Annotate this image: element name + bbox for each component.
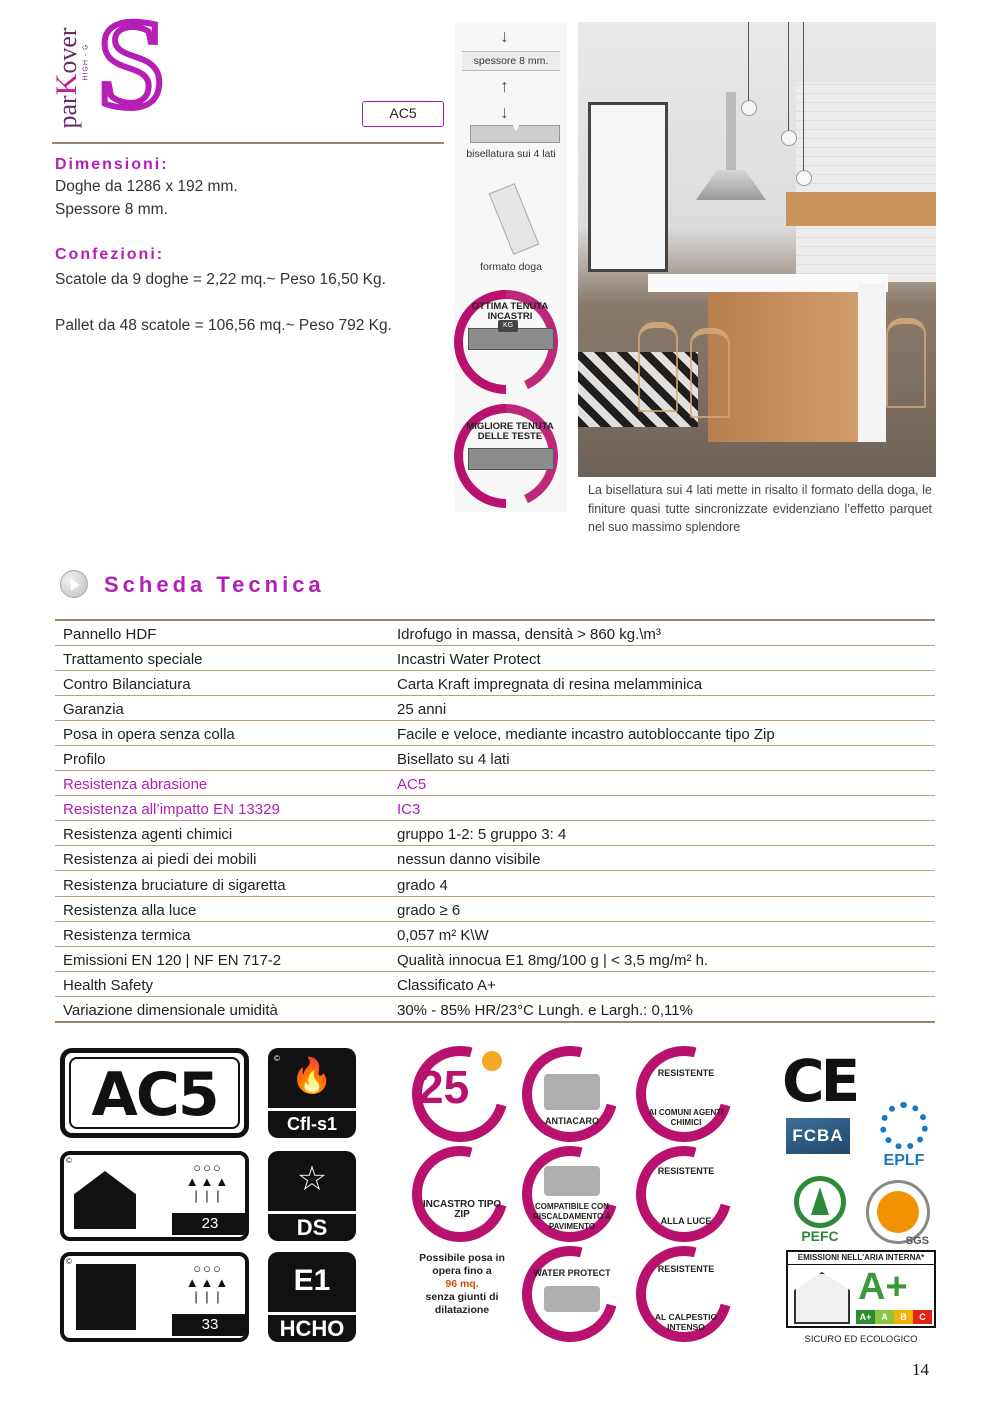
plank-label: formato doga xyxy=(480,261,542,273)
spec-value: Carta Kraft impregnata di resina melamminica xyxy=(389,670,935,695)
kitchen-photo xyxy=(578,22,936,477)
scratch-seal: ANTIACARO xyxy=(522,1046,618,1142)
house-icon xyxy=(74,1171,136,1229)
house-icon xyxy=(794,1272,850,1324)
spec-row xyxy=(55,946,935,971)
spec-value: nessun danno visibile xyxy=(389,846,935,871)
spec-key: Resistenza alla luce xyxy=(55,896,389,921)
spec-row xyxy=(55,896,935,921)
play-arrow-icon xyxy=(60,570,88,598)
spec-value: Classificato A+ xyxy=(389,971,935,996)
packaging-line: Scatole da 9 doghe = 2,22 mq.~ Peso 16,50 Kg. xyxy=(55,271,386,288)
spec-row xyxy=(55,796,935,821)
sgs-logo: SGS xyxy=(866,1180,930,1244)
underfloor-heating-seal: COMPATIBILE CON RISCALDAMENTO A PAVIMENTO xyxy=(522,1146,618,1242)
ac5-certification: AC5 xyxy=(60,1048,249,1138)
dimensions-title: Dimensioni: xyxy=(55,156,169,173)
light-resistance-seal: RESISTENTE ALLA LUCE xyxy=(636,1146,732,1242)
spec-value: 25 anni xyxy=(389,695,935,720)
spec-value: grado 4 xyxy=(389,871,935,896)
page-number: 14 xyxy=(912,1360,929,1379)
spec-value: grado ≥ 6 xyxy=(389,896,935,921)
zip-joint-seal: INCASTRO TIPO ZIP xyxy=(412,1146,508,1242)
photo-caption: La bisellatura sui 4 lati mette in risalto il formato della doga, le finiture quasi tutte sincronizzate evidenziano l’effetto parquet nel suo massimo splendore xyxy=(588,483,932,534)
flame-icon: 🔥 xyxy=(290,1057,334,1095)
slip-icon: ☆ xyxy=(296,1160,328,1198)
spec-key: Resistenza abrasione xyxy=(55,771,389,796)
joint-strength-seal: KG OTTIMA TENUTA INCASTRI xyxy=(454,290,558,394)
arrow-down-icon: ↓ xyxy=(500,102,509,122)
spec-key: Garanzia xyxy=(55,695,389,720)
people-icon: ○○○ ▲▲▲ | | | xyxy=(185,1160,231,1203)
sun-icon xyxy=(482,1051,502,1071)
spec-value: AC5 xyxy=(389,771,935,796)
spec-key: Resistenza termica xyxy=(55,921,389,946)
spec-table xyxy=(55,619,935,1023)
thickness-label: spessore 8 mm. xyxy=(473,55,549,67)
arrow-up-icon: ↑ xyxy=(500,76,509,96)
spec-row xyxy=(55,871,935,896)
header-rule xyxy=(52,142,444,144)
dimensions-line: Spessore 8 mm. xyxy=(55,201,168,218)
spec-key: Profilo xyxy=(55,745,389,770)
spec-value: 0,057 m² K\W xyxy=(389,921,935,946)
use-class-residential-tile: ○○○ ▲▲▲ | | | 23 xyxy=(60,1151,249,1241)
spec-row xyxy=(55,821,935,846)
spec-value: Qualità innocua E1 8mg/100 g | < 3,5 mg/m² h. xyxy=(389,946,935,971)
spec-row xyxy=(55,620,935,645)
spec-value: gruppo 1-2: 5 gruppo 3: 4 xyxy=(389,821,935,846)
joint-strength-label: OTTIMA TENUTA INCASTRI xyxy=(471,301,549,322)
use-class-commercial-tile: ○○○ ▲▲▲ | | | 33 xyxy=(60,1252,249,1342)
spec-row xyxy=(55,670,935,695)
spec-row xyxy=(55,720,935,745)
warranty-years: 25 xyxy=(418,1061,470,1113)
spec-row xyxy=(55,645,935,670)
spec-row xyxy=(55,996,935,1021)
spec-value: IC3 xyxy=(389,796,935,821)
people-icon: ○○○ ▲▲▲ | | | xyxy=(185,1261,231,1304)
spec-sheet-title: Scheda Tecnica xyxy=(104,572,325,597)
end-strength-seal xyxy=(454,404,558,508)
spec-key: Resistenza agenti chimici xyxy=(55,821,389,846)
spec-value: Incastri Water Protect xyxy=(389,645,935,670)
spec-key: Resistenza ai piedi dei mobili xyxy=(55,846,389,871)
spec-row xyxy=(55,846,935,871)
spec-row xyxy=(55,695,935,720)
spec-row xyxy=(55,745,935,770)
spec-row xyxy=(55,771,935,796)
safe-eco-label: SICURO ED ECOLOGICO xyxy=(804,1334,918,1345)
spec-value: Bisellato su 4 lati xyxy=(389,745,935,770)
spec-value: Facile e veloce, mediante incastro autobloccante tipo Zip xyxy=(389,720,935,745)
brand-logo xyxy=(50,0,192,135)
spec-key: Contro Bilanciatura xyxy=(55,670,389,695)
water-protect-seal: WATER PROTECT xyxy=(522,1246,618,1342)
dimensions-line: Doghe da 1286 x 192 mm. xyxy=(55,178,238,195)
series-letter: S xyxy=(96,0,168,135)
traffic-resistance-seal: RESISTENTE AL CALPESTIO INTENSO xyxy=(636,1246,732,1342)
spec-row xyxy=(55,971,935,996)
eplf-logo: EPLF xyxy=(874,1102,934,1168)
spec-key: Resistenza bruciature di sigaretta xyxy=(55,871,389,896)
bevel-label: bisellatura sui 4 lati xyxy=(466,148,556,160)
spec-value: Idrofugo in massa, densità > 860 kg.\m³ xyxy=(389,620,935,645)
building-icon xyxy=(76,1264,136,1330)
spec-key: Emissioni EN 120 | NF EN 717-2 xyxy=(55,946,389,971)
arrow-down-icon: ↓ xyxy=(500,26,509,46)
indoor-emissions-label: EMISSIONI NELL'ARIA INTERNA* A+ A+ A B C xyxy=(786,1250,936,1328)
fire-class-tile: 🔥 Cfl-s1 xyxy=(268,1048,356,1138)
ac-class-badge: AC5 xyxy=(362,101,444,127)
spec-key: Resistenza all’impatto EN 13329 xyxy=(55,796,389,821)
antislip-tile: ☆ DS xyxy=(268,1151,356,1241)
chemical-seal: RESISTENTE AI COMUNI AGENTI CHIMICI xyxy=(636,1046,732,1142)
pefc-logo: PEFC xyxy=(786,1172,854,1244)
emissions-scale: A+ A B C xyxy=(856,1310,932,1324)
ce-mark: CE xyxy=(782,1047,857,1115)
fcba-logo: FCBA xyxy=(786,1118,850,1154)
packaging-title: Confezioni: xyxy=(55,246,165,263)
spec-row xyxy=(55,921,935,946)
installation-note: Possibile posa in opera fino a 96 mq. senza giunti di dilatazione xyxy=(419,1252,505,1316)
spec-value: 30% - 85% HR/23°C Lungh. e Largh.: 0,11% xyxy=(389,996,935,1021)
spec-key: Posa in opera senza colla xyxy=(55,720,389,745)
spec-key: Trattamento speciale xyxy=(55,645,389,670)
bevel-diagram xyxy=(470,125,560,143)
packaging-line: Pallet da 48 scatole = 106,56 mq.~ Peso 792 Kg. xyxy=(55,317,392,334)
spec-key: Pannello HDF xyxy=(55,620,389,645)
spec-key: Health Safety xyxy=(55,971,389,996)
brand-wordmark: parKover xyxy=(50,27,83,129)
emission-class-tile: E1 HCHO xyxy=(268,1252,356,1342)
brand-tagline: HIGH - G xyxy=(82,43,90,81)
end-strength-label: MIGLIORE TENUTA DELLE TESTE xyxy=(466,421,554,442)
spec-key: Variazione dimensionale umidità xyxy=(55,996,389,1021)
